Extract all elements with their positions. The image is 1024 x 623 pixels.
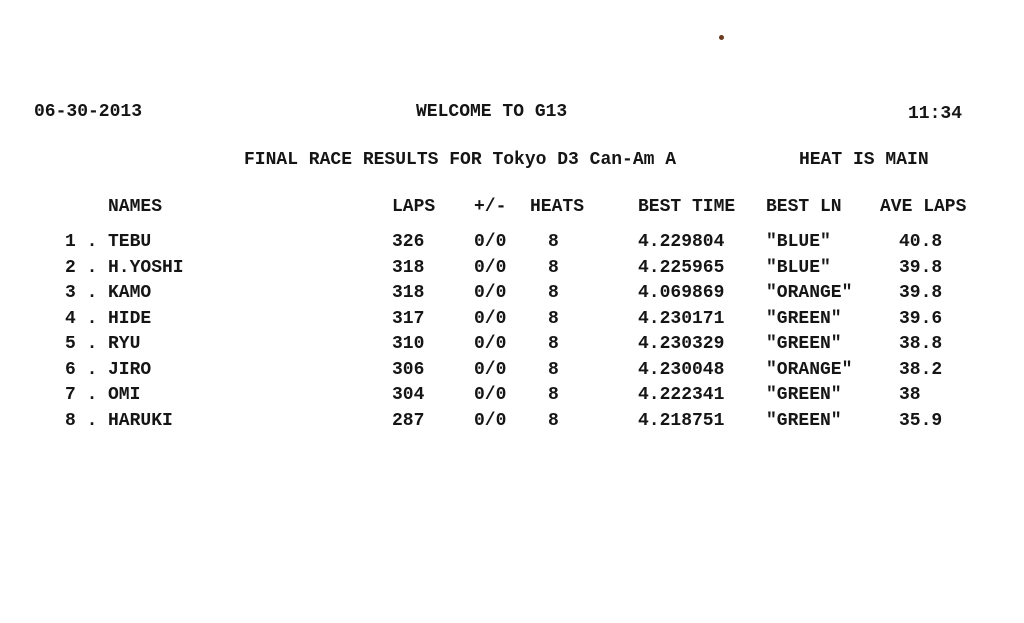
cell-position: 7 .	[65, 385, 98, 405]
cell-laps: 317	[392, 308, 425, 329]
cell-plus-minus: 0/0	[474, 257, 507, 278]
cell-plus-minus: 0/0	[474, 359, 507, 380]
cell-position: 8 .	[65, 410, 98, 431]
cell-position: 2 .	[65, 257, 98, 278]
cell-best-lane: "GREEN"	[766, 410, 842, 431]
cell-best-time: 4.069869	[638, 283, 725, 303]
cell-best-time: 4.230048	[638, 359, 725, 380]
table-row	[0, 233, 1024, 257]
table-row	[0, 412, 1024, 436]
cell-driver-name: RYU	[108, 334, 141, 354]
print-date: 06-30-2013	[34, 102, 143, 122]
cell-laps: 310	[392, 334, 425, 354]
column-header-plus-minus: +/-	[474, 197, 507, 217]
column-header-names: NAMES	[108, 197, 163, 217]
cell-plus-minus: 0/0	[474, 308, 507, 329]
cell-best-lane: "ORANGE"	[766, 359, 853, 380]
cell-laps: 326	[392, 232, 425, 252]
cell-heats: 8	[548, 232, 559, 252]
column-header-best-lane: BEST LN	[766, 197, 842, 217]
column-header-laps: LAPS	[392, 197, 436, 217]
cell-heats: 8	[548, 334, 559, 354]
cell-driver-name: H.YOSHI	[108, 257, 184, 278]
cell-best-lane: "ORANGE"	[766, 283, 853, 303]
cell-best-time: 4.229804	[638, 232, 725, 252]
cell-heats: 8	[548, 283, 559, 303]
print-time: 11:34	[908, 104, 963, 124]
cell-plus-minus: 0/0	[474, 385, 507, 405]
cell-laps: 306	[392, 359, 425, 380]
cell-best-lane: "BLUE"	[766, 257, 831, 278]
cell-best-time: 4.230329	[638, 334, 725, 354]
cell-average-laps: 38	[899, 385, 921, 405]
cell-position: 4 .	[65, 308, 98, 329]
cell-position: 6 .	[65, 359, 98, 380]
cell-average-laps: 38.2	[899, 359, 943, 380]
table-row	[0, 361, 1024, 385]
column-header-heats: HEATS	[530, 197, 585, 217]
cell-driver-name: TEBU	[108, 232, 152, 252]
cell-laps: 304	[392, 385, 425, 405]
cell-best-lane: "GREEN"	[766, 334, 842, 354]
cell-average-laps: 35.9	[899, 410, 943, 431]
column-header-best-time: BEST TIME	[638, 197, 736, 217]
cell-best-time: 4.222341	[638, 385, 725, 405]
cell-plus-minus: 0/0	[474, 232, 507, 252]
table-row	[0, 310, 1024, 334]
cell-driver-name: HIDE	[108, 308, 152, 329]
cell-driver-name: HARUKI	[108, 410, 173, 431]
cell-best-time: 4.230171	[638, 308, 725, 329]
table-row	[0, 335, 1024, 359]
cell-best-lane: "GREEN"	[766, 308, 842, 329]
cell-average-laps: 39.6	[899, 308, 943, 329]
race-title: FINAL RACE RESULTS FOR Tokyo D3 Can-Am A	[244, 150, 677, 170]
cell-heats: 8	[548, 410, 559, 431]
cell-driver-name: OMI	[108, 385, 141, 405]
cell-plus-minus: 0/0	[474, 283, 507, 303]
cell-best-lane: "BLUE"	[766, 232, 831, 252]
cell-heats: 8	[548, 385, 559, 405]
column-header-average-laps: AVE LAPS	[880, 197, 967, 217]
table-row	[0, 259, 1024, 283]
cell-position: 5 .	[65, 334, 98, 354]
cell-driver-name: JIRO	[108, 359, 152, 380]
paper-speck	[719, 35, 724, 40]
cell-average-laps: 38.8	[899, 334, 943, 354]
cell-position: 1 .	[65, 232, 98, 252]
cell-laps: 318	[392, 257, 425, 278]
cell-average-laps: 39.8	[899, 257, 943, 278]
cell-heats: 8	[548, 257, 559, 278]
heat-label: HEAT IS MAIN	[799, 150, 929, 170]
cell-position: 3 .	[65, 283, 98, 303]
cell-laps: 318	[392, 283, 425, 303]
cell-average-laps: 39.8	[899, 283, 943, 303]
cell-heats: 8	[548, 359, 559, 380]
cell-heats: 8	[548, 308, 559, 329]
cell-best-lane: "GREEN"	[766, 385, 842, 405]
cell-best-time: 4.218751	[638, 410, 725, 431]
cell-average-laps: 40.8	[899, 232, 943, 252]
welcome-title: WELCOME TO G13	[416, 102, 568, 122]
cell-plus-minus: 0/0	[474, 334, 507, 354]
cell-best-time: 4.225965	[638, 257, 725, 278]
cell-laps: 287	[392, 410, 425, 431]
table-row	[0, 284, 1024, 308]
table-row	[0, 386, 1024, 410]
cell-driver-name: KAMO	[108, 283, 152, 303]
cell-plus-minus: 0/0	[474, 410, 507, 431]
